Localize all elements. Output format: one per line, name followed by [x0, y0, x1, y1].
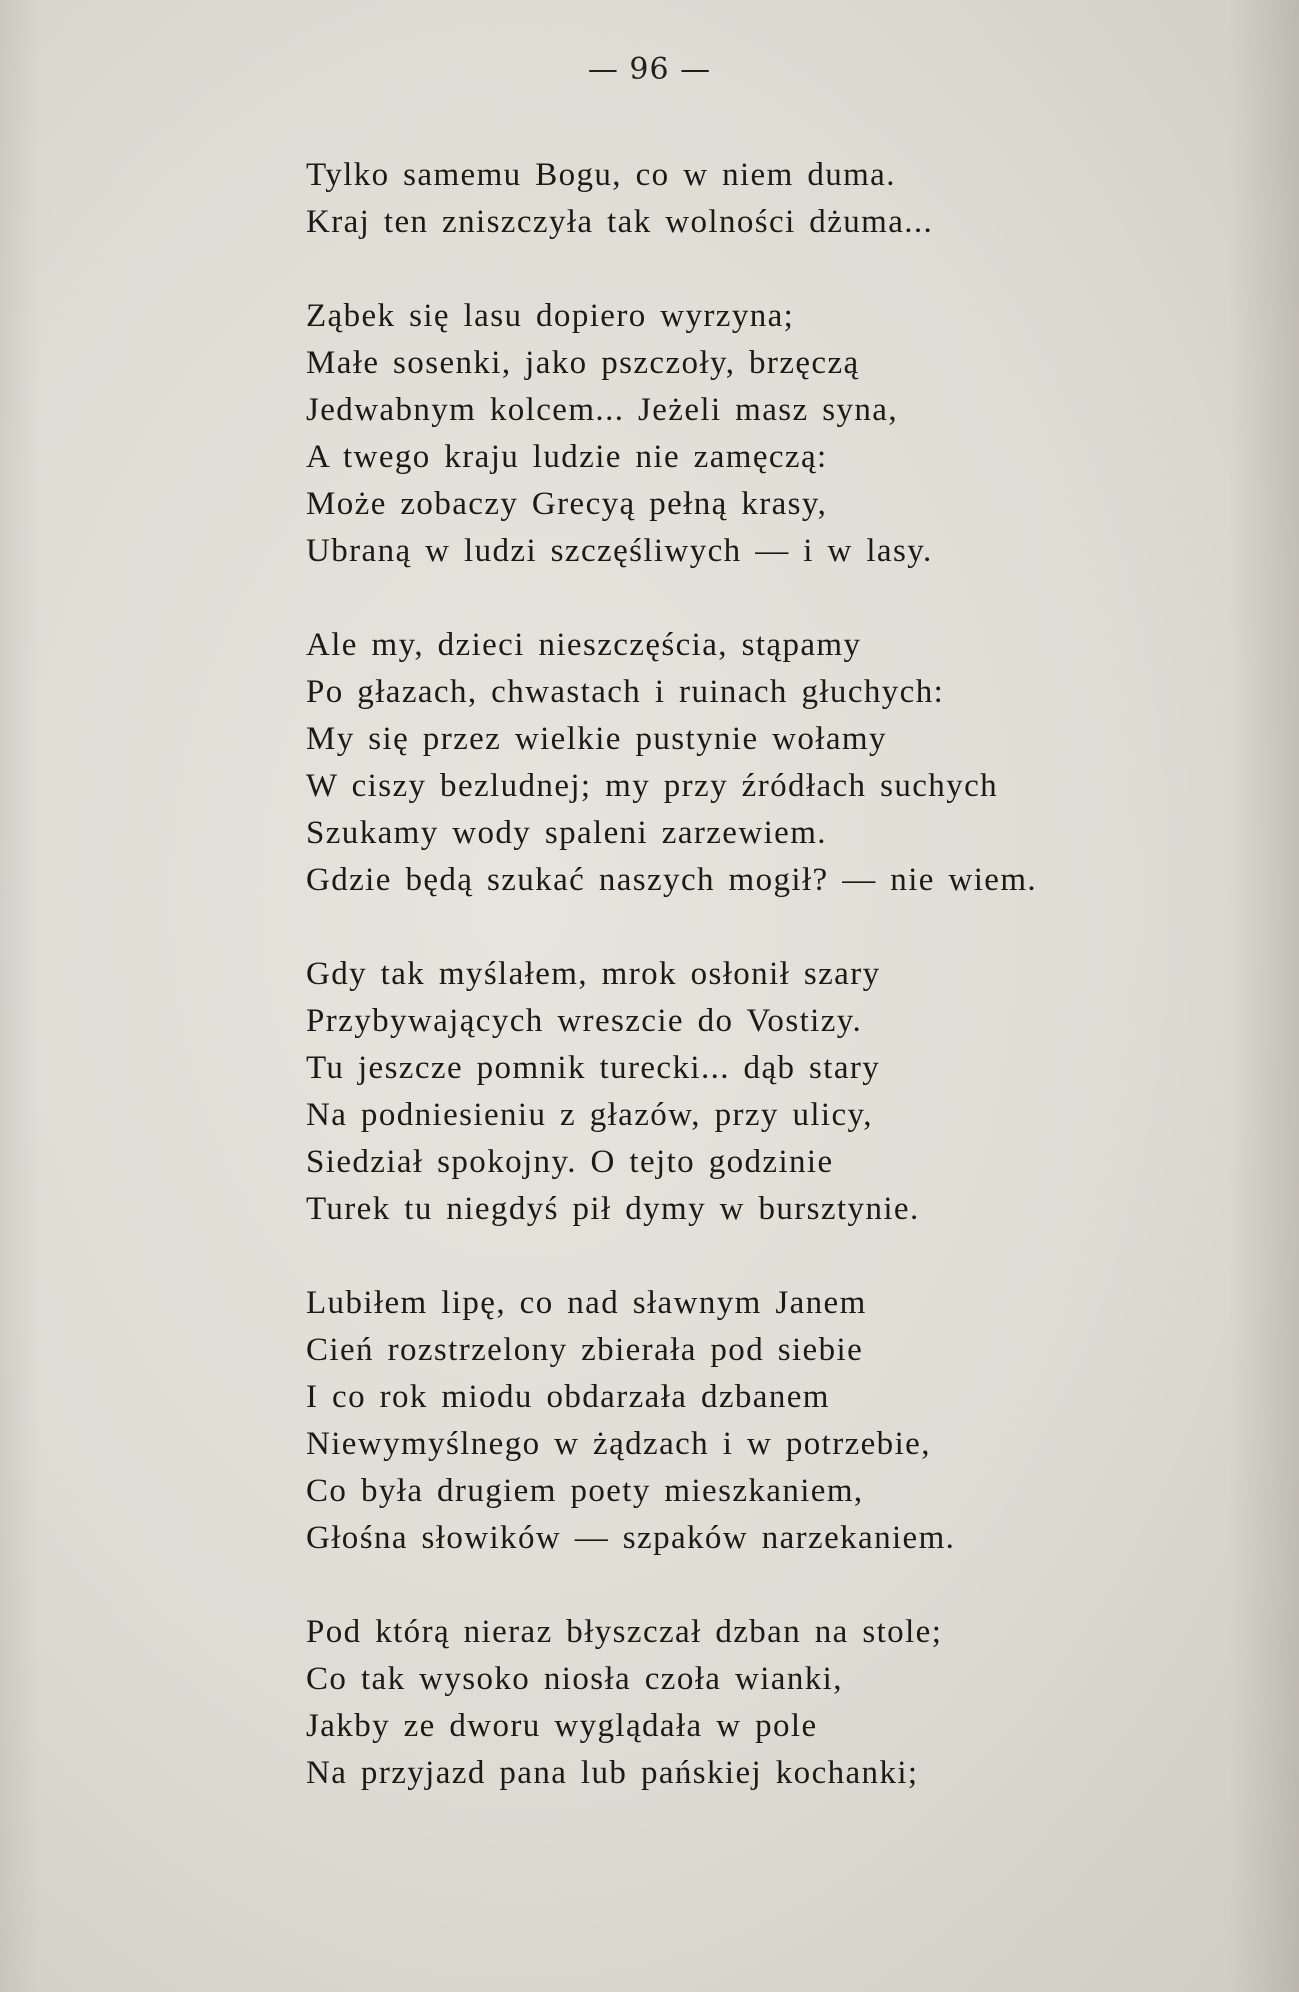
poem-line: I co rok miodu obdarzała dzbanem	[306, 1379, 830, 1415]
poem-line: Po głazach, chwastach i ruinach głuchych:	[306, 674, 945, 710]
poem-line: Na podniesieniu z głazów, przy ulicy,	[306, 1097, 873, 1133]
poem-line: Siedział spokojny. O tejto godzinie	[306, 1144, 834, 1180]
stanza	[306, 951, 1206, 1233]
stanza	[306, 1609, 1206, 1797]
poem-line: Co tak wysoko niosła czoła wianki,	[306, 1661, 843, 1697]
poem-line: Ząbek się lasu dopiero wyrzyna;	[306, 298, 795, 334]
poem-line: Tylko samemu Bogu, co w niem duma.	[306, 157, 896, 193]
poem-line: W ciszy bezludnej; my przy źródłach suchych	[306, 768, 999, 804]
stanza	[306, 293, 1206, 575]
page-gutter-shadow	[0, 0, 40, 1992]
stanza	[306, 622, 1206, 904]
poem-line: Lubiłem lipę, co nad sławnym Janem	[306, 1285, 867, 1321]
stanza	[306, 1280, 1206, 1562]
page-edge-shadow	[1229, 0, 1299, 1992]
poem-line: Ale my, dzieci nieszczęścia, stąpamy	[306, 627, 862, 663]
poem-line: Małe sosenki, jako pszczoły, brzęczą	[306, 345, 860, 381]
poem-line: Przybywających wreszcie do Vostizy.	[306, 1003, 863, 1039]
poem-line: Pod którą nieraz błyszczał dzban na stole;	[306, 1614, 943, 1650]
poem-line: A twego kraju ludzie nie zamęczą:	[306, 439, 828, 475]
stanza	[306, 152, 1206, 246]
poem-line: Jedwabnym kolcem... Jeżeli masz syna,	[306, 392, 898, 428]
poem-line: Turek tu niegdyś pił dymy w bursztynie.	[306, 1191, 920, 1227]
page-number: — 96 —	[587, 52, 712, 87]
poem-line: Gdzie będą szukać naszych mogił? — nie wiem.	[306, 862, 1038, 898]
poem-line: Głośna słowików — szpaków narzekaniem.	[306, 1520, 956, 1556]
poem-line: Szukamy wody spaleni zarzewiem.	[306, 815, 827, 851]
poem-line: Jakby ze dworu wyglądała w pole	[306, 1708, 818, 1744]
poem-line: Na przyjazd pana lub pańskiej kochanki;	[306, 1755, 919, 1791]
poem-line: Co była drugiem poety mieszkaniem,	[306, 1473, 864, 1509]
poem-text	[306, 152, 1206, 1797]
poem-line: Tu jeszcze pomnik turecki... dąb stary	[306, 1050, 881, 1086]
poem-line: Kraj ten zniszczyła tak wolności dżuma...	[306, 204, 934, 240]
poem-line: Gdy tak myślałem, mrok osłonił szary	[306, 956, 881, 992]
poem-line: Ubraną w ludzi szczęśliwych — i w lasy.	[306, 533, 933, 569]
poem-line: My się przez wielkie pustynie wołamy	[306, 721, 887, 757]
poem-line: Cień rozstrzelony zbierała pod siebie	[306, 1332, 864, 1368]
poem-line: Może zobaczy Grecyą pełną krasy,	[306, 486, 828, 522]
poem-line: Niewymyślnego w żądzach i w potrzebie,	[306, 1426, 931, 1462]
